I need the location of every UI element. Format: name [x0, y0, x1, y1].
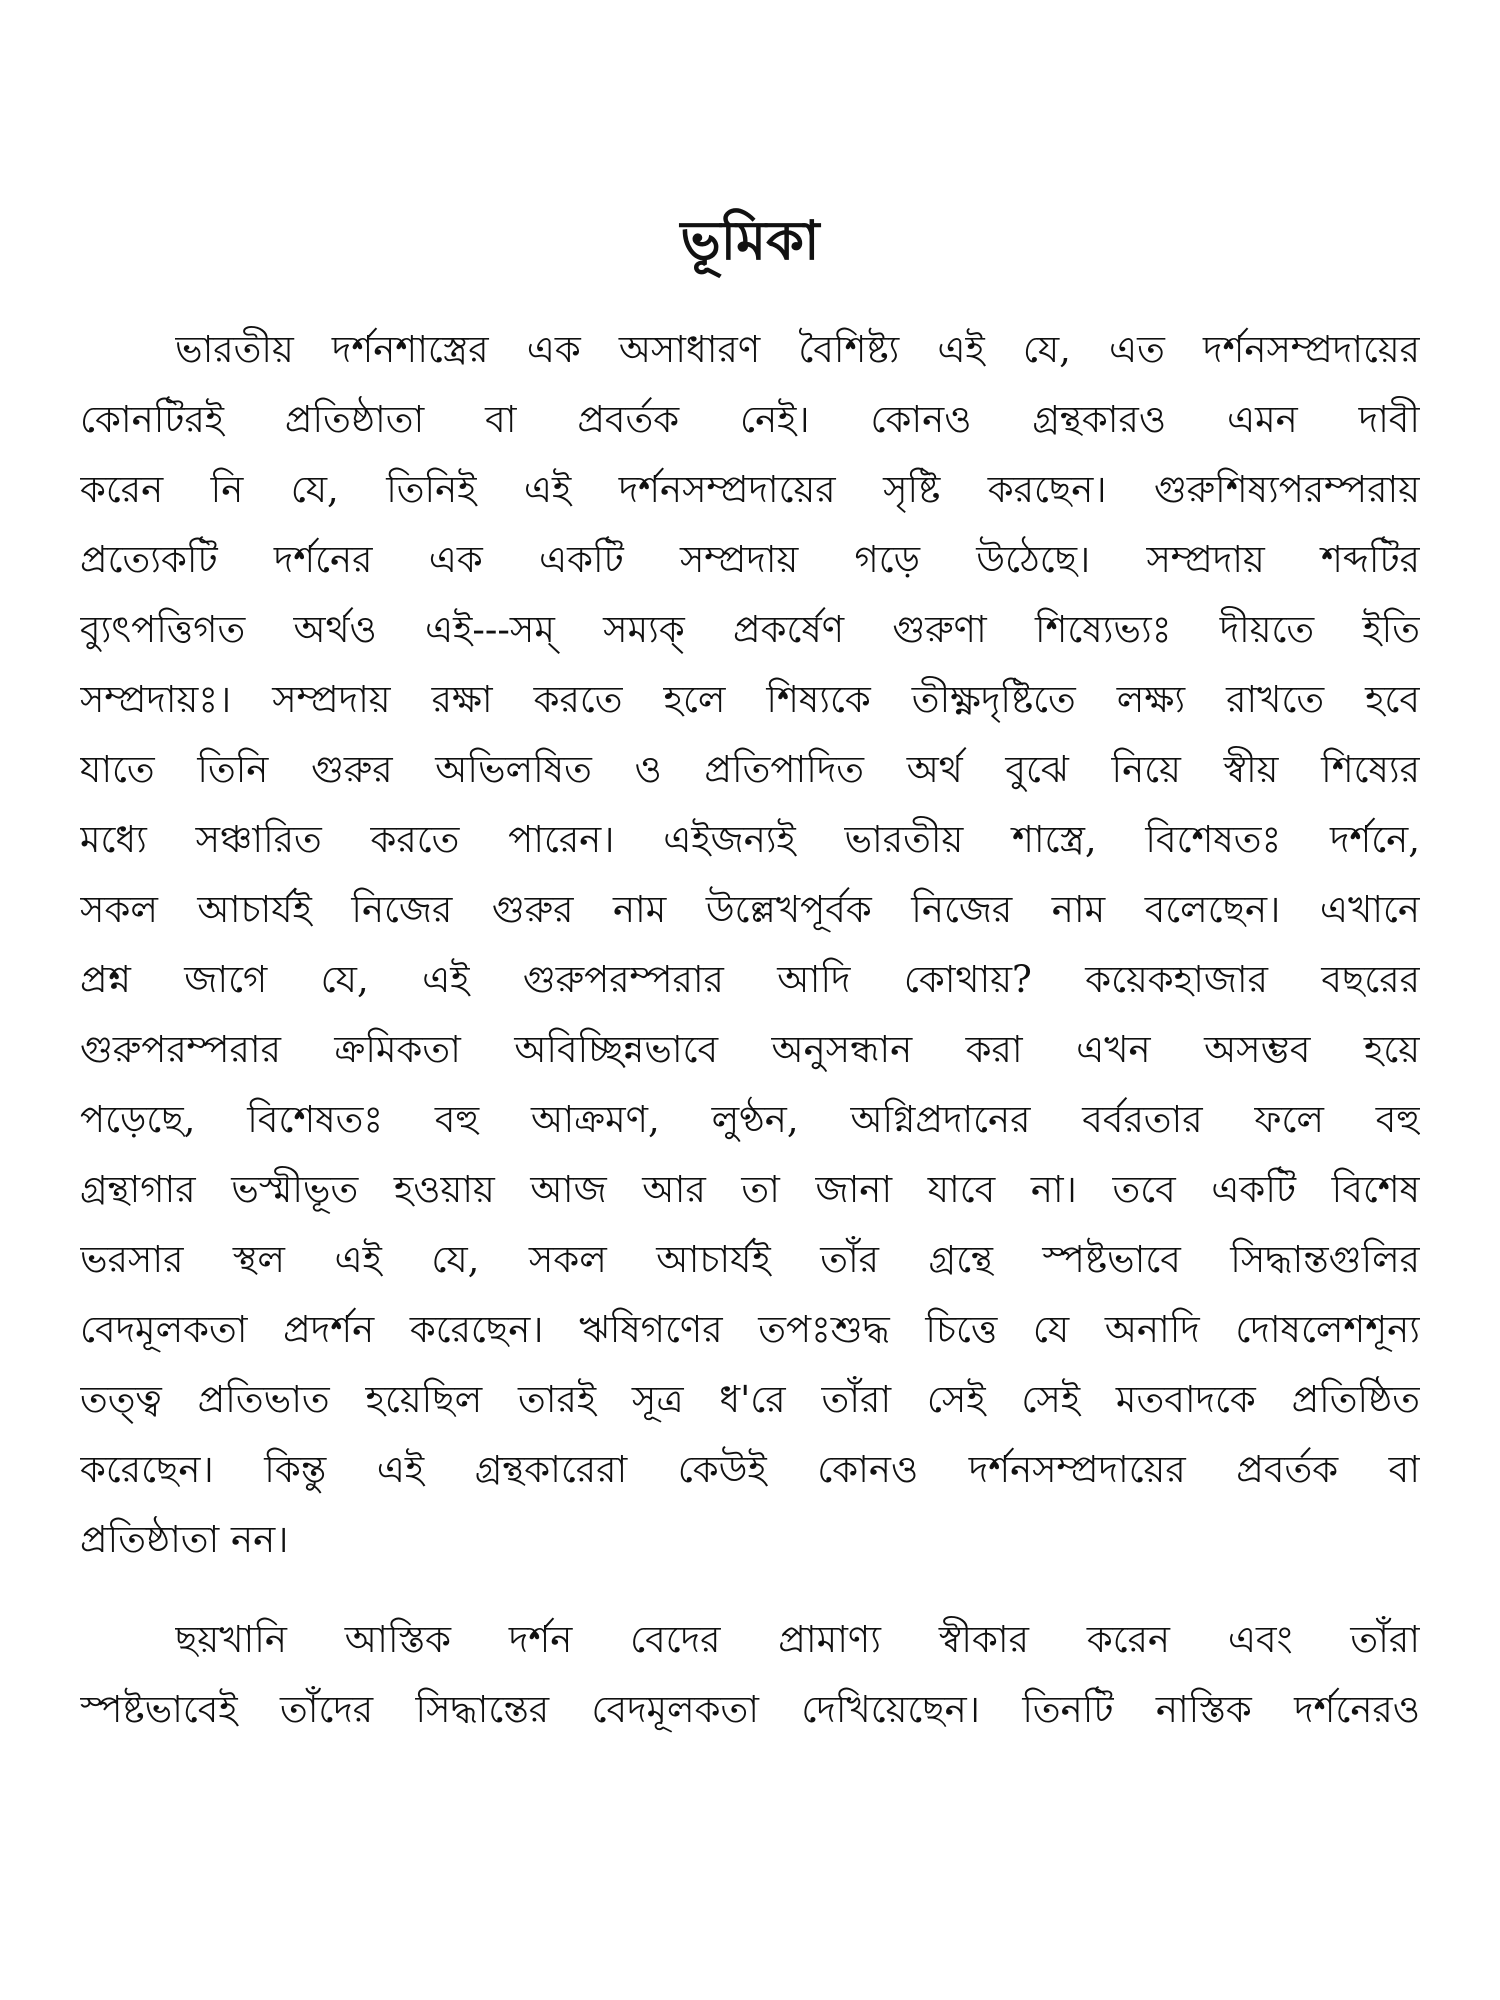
- paragraph-2-line-2: স্পষ্টভাবেই তাঁদের সিদ্ধান্তের বেদমূলকতা দেখিয়েছেন। তিনটি নাস্তিক দর্শনেরও: [80, 1688, 1420, 1731]
- paragraph-1-line-9: সকল আচার্যই নিজের গুরুর নাম উল্লেখপূর্বক নিজের নাম বলেছেন। এখানে: [80, 888, 1420, 931]
- paragraph-1-line-13: গ্রন্থাগার ভস্মীভূত হওয়ায় আজ আর তা জানা যাবে না। তবে একটি বিশেষ: [80, 1168, 1420, 1211]
- paragraph-1-line-8: মধ্যে সঞ্চারিত করতে পারেন। এইজন্যই ভারতীয় শাস্ত্রে, বিশেষতঃ দর্শনে,: [80, 818, 1420, 861]
- paragraph-1-line-4: প্রত্যেকটি দর্শনের এক একটি সম্প্রদায় গড়ে উঠেছে। সম্প্রদায় শব্দটির: [80, 538, 1420, 581]
- page-title: ভূমিকা: [680, 208, 820, 272]
- paragraph-1-line-1: ভারতীয় দর্শনশাস্ত্রের এক অসাধারণ বৈশিষ্ট্য এই যে, এত দর্শনসম্প্রদায়ের: [175, 328, 1420, 371]
- paragraph-1-line-3: করেন নি যে, তিনিই এই দর্শনসম্প্রদায়ের সৃষ্টি করছেন। গুরুশিষ্যপরম্পরায়: [80, 468, 1420, 511]
- paragraph-1-line-14: ভরসার স্থল এই যে, সকল আচার্যই তাঁর গ্রন্থে স্পষ্টভাবে সিদ্ধান্তগুলির: [80, 1238, 1420, 1281]
- paragraph-1-line-18: প্রতিষ্ঠাতা নন।: [80, 1518, 289, 1561]
- paragraph-1-line-6: সম্প্রদায়ঃ। সম্প্রদায় রক্ষা করতে হলে শিষ্যকে তীক্ষ্ণদৃষ্টিতে লক্ষ্য রাখতে হবে: [80, 678, 1420, 721]
- paragraph-2-line-1: ছয়খানি আস্তিক দর্শন বেদের প্রামাণ্য স্বীকার করেন এবং তাঁরা: [175, 1618, 1420, 1661]
- paragraph-1-line-5: ব্যুৎপত্তিগত অর্থও এই---সম্ সম্যক্ প্রকর্ষেণ গুরুণা শিষ্যেভ্যঃ দীয়তে ইতি: [80, 608, 1420, 651]
- paragraph-1-line-12: পড়েছে, বিশেষতঃ বহু আক্রমণ, লুণ্ঠন, অগ্নিপ্রদানের বর্বরতার ফলে বহু: [80, 1098, 1420, 1141]
- paragraph-1-line-11: গুরুপরম্পরার ক্রমিকতা অবিচ্ছিন্নভাবে অনুসন্ধান করা এখন অসম্ভব হয়ে: [80, 1028, 1420, 1071]
- paragraph-1-line-17: করেছেন। কিন্তু এই গ্রন্থকারেরা কেউই কোনও দর্শনসম্প্রদায়ের প্রবর্তক বা: [80, 1448, 1420, 1491]
- paragraph-1-line-15: বেদমূলকতা প্রদর্শন করেছেন। ঋষিগণের তপঃশুদ্ধ চিত্তে যে অনাদি দোষলেশশূন্য: [80, 1308, 1420, 1351]
- paragraph-1-line-10: প্রশ্ন জাগে যে, এই গুরুপরম্পরার আদি কোথায়? কয়েকহাজার বছরের: [80, 958, 1420, 1001]
- paragraph-1-line-7: যাতে তিনি গুরুর অভিলষিত ও প্রতিপাদিত অর্থ বুঝে নিয়ে স্বীয় শিষ্যের: [80, 748, 1420, 791]
- paragraph-1-line-16: তত্ত্ব প্রতিভাত হয়েছিল তারই সূত্র ধ'রে তাঁরা সেই সেই মতবাদকে প্রতিষ্ঠিত: [80, 1378, 1420, 1421]
- paragraph-1-line-2: কোনটিরই প্রতিষ্ঠাতা বা প্রবর্তক নেই। কোনও গ্রন্থকারও এমন দাবী: [80, 398, 1420, 441]
